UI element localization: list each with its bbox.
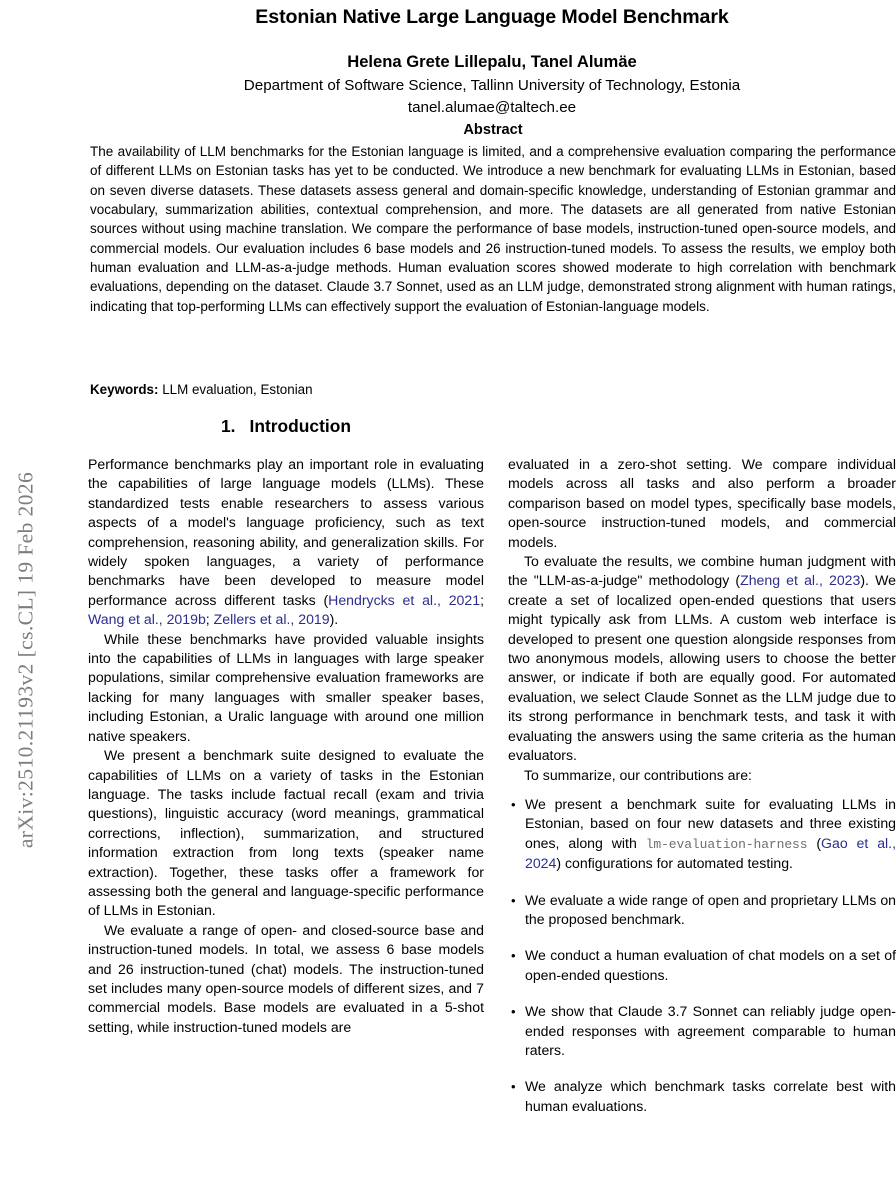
abstract-block: [90, 120, 896, 316]
paragraph-text-tail: ). We create a set of localized open-ended questions that users might typically ask from LLMs. A custom web interface is developed to present one question alongside responses from two anonymous models, allowing users to choose the better answer, or indicate if both are equally good. For automated evaluation, we select Claude Sonnet as the LLM judge due to its strong performance in benchmark tests, and task it with evaluating the answers using the same criteria as the human evaluators.: [508, 572, 896, 764]
code-literal: lm-evaluation-harness: [645, 836, 808, 852]
paragraph: We evaluate a range of open- and closed-source base and instruction-tuned models. In total, we assess 6 base models and 26 instruction-tuned (chat) models. The instruction-tuned set includes many open-source models of different sizes, and 7 commercial models. Base models are evaluated in a 5-shot setting, while instruction-tuned models are: [88, 921, 484, 1035]
author-list: Helena Grete Lillepalu, Tanel Alumäe: [347, 52, 637, 71]
arxiv-stamp-text: arXiv:2510.21193v2 [cs.CL] 19 Feb 2026: [13, 471, 38, 849]
paragraph: We present a benchmark suite designed to evaluate the capabilities of LLMs on a variety of tasks in the Estonian language. The tasks include factual recall (exam and trivia questions), linguistic accuracy (word meanings, grammatical corrections, inflection), summarization, and structured information extraction from long texts (speaker name extraction). Together, these tasks offer a framework for assessing both the general and language-specific performance of LLMs in Estonian.: [88, 747, 484, 919]
keywords-label: Keywords:: [90, 382, 159, 397]
page-title: Estonian Native Large Language Model Benchmark: [255, 6, 729, 28]
right-column: [508, 455, 896, 1116]
list-item-text-tail: ) configurations for automated testing.: [556, 855, 793, 872]
citation-link[interactable]: Zheng et al., 2023: [740, 572, 861, 589]
title-block: [88, 0, 896, 118]
paragraph: To summarize, our contributions are:: [524, 766, 752, 783]
list-item: [508, 946, 896, 985]
list-item: [508, 891, 896, 930]
list-item: [508, 795, 896, 874]
paragraph: While these benchmarks have provided valuable insights into the capabilities of LLMs in languages with large speaker populations, similar comprehensive evaluation frameworks are lacking for many languages with smaller speaker bases, including Estonian, a Uralic language with around one million native speakers.: [88, 630, 484, 744]
list-item-text: We conduct a human evaluation of chat models on a set of open-ended questions.: [525, 947, 896, 983]
keywords-value: LLM evaluation, Estonian: [158, 382, 313, 397]
paragraph-text-tail: ).: [329, 611, 339, 628]
list-item-text: We present a benchmark suite for evaluating LLMs in Estonian, based on four new datasets and three existing ones, along with: [525, 795, 896, 851]
list-item-text: We evaluate a wide range of open and proprietary LLMs on the proposed benchmark.: [525, 891, 896, 927]
abstract-text: The availability of LLM benchmarks for the Estonian language is limited, and a comprehensive evaluation comparing the performance of different LLMs on Estonian tasks has yet to be conducted. We introduce a new benchmark for evaluating LLMs in Estonian, based on seven diverse datasets. These datasets assess general and domain-specific knowledge, understanding of Estonian grammar and vocabulary, summarization abilities, contextual comprehension, and more. The datasets are all generated from native Estonian sources without using machine translation. We compare the performance of base models, instruction-tuned open-source models, and commercial models. Our evaluation includes 6 base models and 26 instruction-tuned models. To assess the results, we employ both human evaluation and LLM-as-a-judge methods. Human evaluation scores showed moderate to high correlation with benchmark evaluations, depending on the dataset. Claude 3.7 Sonnet, used as an LLM judge, demonstrated strong alignment with human ratings, indicating that top-performing LLMs can effectively support the evaluation of Estonian-language models.: [90, 144, 896, 314]
paragraph-text: To evaluate the results, we combine human judgment with the "LLM-as-a-judge" methodology (: [508, 553, 896, 589]
citation-link[interactable]: Zellers et al., 2019: [213, 611, 330, 628]
list-item: [508, 1002, 896, 1060]
abstract-heading: Abstract: [463, 122, 523, 138]
left-column: [88, 455, 484, 1037]
paragraph: evaluated in a zero-shot setting. We compare individual models across all tasks and also perform a broader comparison based on model types, specifically base models, open-source instruction-tuned models, and commercial models.: [508, 456, 896, 550]
citation-link[interactable]: Wang et al., 2019b: [88, 611, 206, 628]
contact-email: tanel.alumae@taltech.ee: [407, 99, 577, 116]
list-item-text: We show that Claude 3.7 Sonnet can reliably judge open-ended responses with agreement comparable to human raters.: [525, 1003, 896, 1058]
citation-link[interactable]: Hendrycks et al., 2021: [328, 591, 481, 608]
section-number: 1.: [221, 416, 236, 436]
citation-separator: ;: [480, 591, 484, 608]
paragraph-text: Performance benchmarks play an important role in evaluating the capabilities of large language models (LLMs). These standardized tests enable researchers to assess various aspects of a model's language proficiency, such as text comprehension, reasoning ability, and generalization skills. For widely spoken languages, a variety of performance benchmarks have been developed to measure model performance across different tasks (: [88, 456, 484, 608]
citation-separator: ;: [205, 611, 214, 628]
section-heading-introduction: [88, 414, 484, 438]
list-item: [508, 1077, 896, 1116]
citation-link[interactable]: Gao et al., 2024: [525, 834, 896, 872]
paragraph: [508, 552, 896, 765]
list-item-text: (: [807, 834, 822, 851]
list-item-text: We analyze which benchmark tasks correlate best with human evaluations.: [525, 1078, 896, 1114]
paragraph: [88, 455, 484, 630]
affiliation: Department of Software Science, Tallinn University of Technology, Estonia: [243, 77, 741, 94]
section-title: Introduction: [249, 416, 351, 436]
contributions-list: [508, 795, 896, 1116]
keywords-block: [90, 380, 896, 399]
